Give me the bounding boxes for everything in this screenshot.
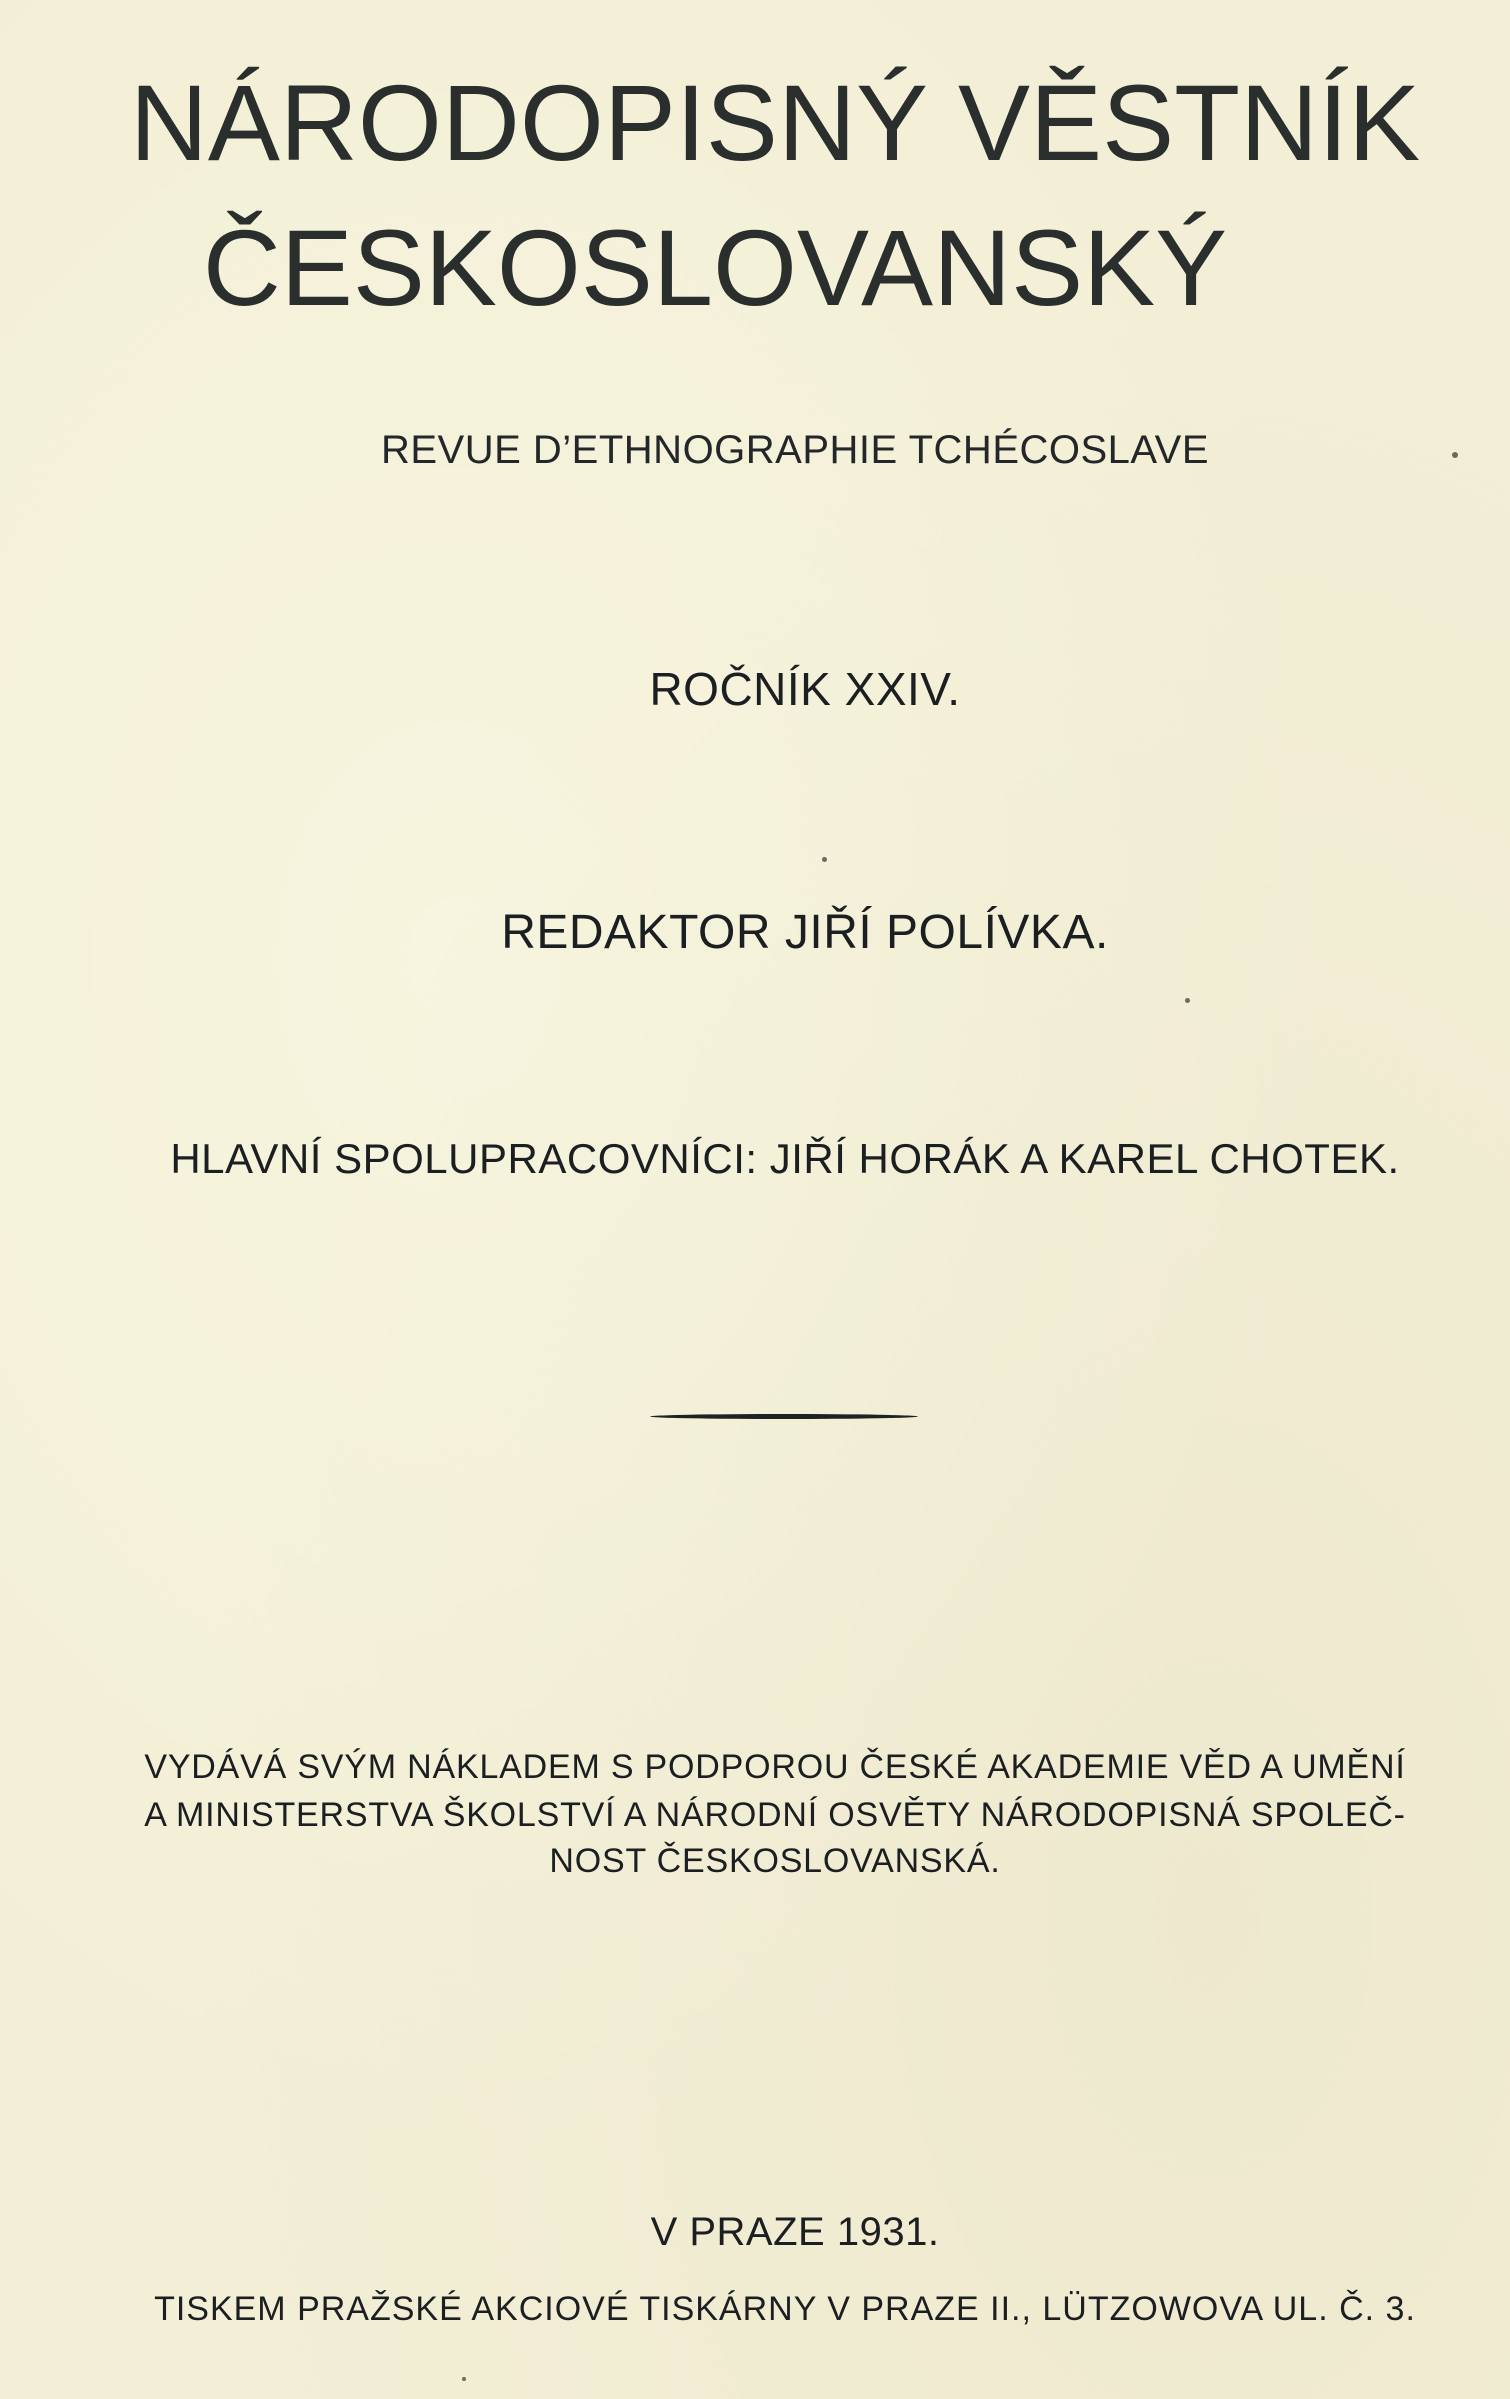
paper-speck xyxy=(1452,452,1458,458)
collaborators-line: HLAVNÍ SPOLUPRACOVNÍCI: JIŘÍ HORÁK A KAREL CHOTEK. xyxy=(170,1135,1400,1182)
volume-label: ROČNÍK XXIV. xyxy=(649,663,961,715)
printer-line: TISKEM PRAŽSKÉ AKCIOVÉ TISKÁRNY V PRAZE II., LÜTZOWOVA UL. Č. 3. xyxy=(154,2290,1416,2328)
publisher-line1: VYDÁVÁ SVÝM NÁKLADEM S PODPOROU ČESKÉ AKADEMIE VĚD A UMĚNÍ xyxy=(144,1748,1406,1786)
editor-line: REDAKTOR JIŘÍ POLÍVKA. xyxy=(501,906,1109,959)
journal-subtitle: REVUE D’ETHNOGRAPHIE TCHÉCOSLAVE xyxy=(380,428,1209,472)
publisher-line3: NOST ČESKOSLOVANSKÁ. xyxy=(549,1842,1001,1880)
publisher-line2: A MINISTERSTVA ŠKOLSTVÍ A NÁRODNÍ OSVĚTY NÁRODOPISNÁ SPOLEČ- xyxy=(144,1796,1406,1834)
paper-speck xyxy=(1185,998,1190,1003)
paper-speck xyxy=(822,857,827,862)
place-and-year: V PRAZE 1931. xyxy=(650,2210,940,2254)
paper-speck xyxy=(462,2377,466,2381)
journal-title-line1: NÁRODOPISNÝ VĚSTNÍK xyxy=(129,62,1421,183)
journal-title-line2: ČESKOSLOVANSKÝ xyxy=(202,207,1228,328)
decorative-rule xyxy=(650,1414,918,1419)
